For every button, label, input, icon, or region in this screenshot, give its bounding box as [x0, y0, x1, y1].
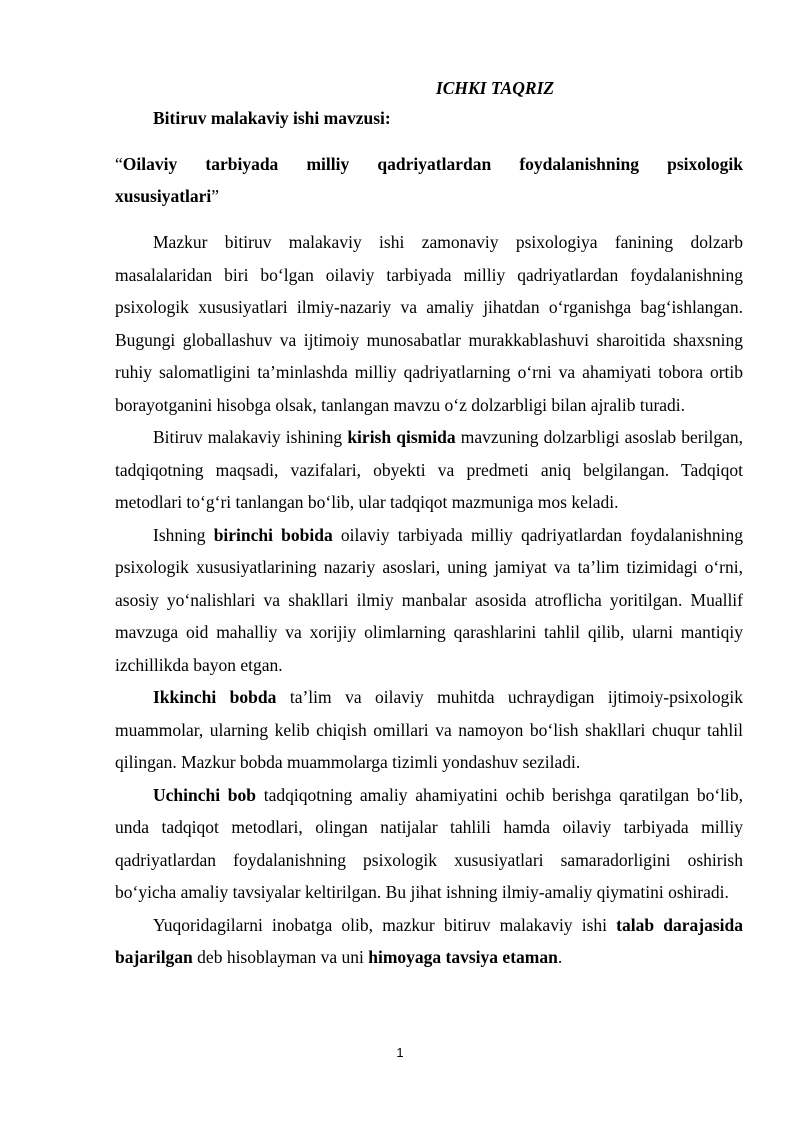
- paragraph-text: deb hisoblayman va uni: [192, 947, 369, 967]
- paragraph-text: tadqiqotning amaliy ahamiyatini ochib berishga qaratilgan bo‘lib, unda tadqiqot metodlari, olingan natijalar tahlili hamda oilaviy tarbiyada milliy qadriyatlardan foydalanishning psixologik xususiyatlari samaradorligini oshirish bo‘yicha amaliy tavsiyalar keltirilgan. Bu jihat ishning ilmiy-amaliy qiymatini oshiradi.: [115, 784, 743, 902]
- paragraph-text: Ishning: [153, 524, 214, 545]
- body-paragraph: [115, 519, 743, 682]
- close-quote: ”: [211, 186, 220, 206]
- document-page: [115, 74, 743, 974]
- thesis-topic-text-1: Oilaviy tarbiyada milliy qadriyatlardan foydalanishning psixologik: [122, 154, 743, 174]
- body-paragraph: [115, 909, 743, 974]
- document-title: ICHKI TAQRIZ: [435, 78, 555, 98]
- paragraph-text: mavzuning dolzarbligi asoslab berilgan, tadqiqotning maqsadi, vazifalari, obyekti va predmeti aniq belgilangan. Tadqiqot metodlari to‘g‘ri tanlangan bo‘lib, ular tadqiqot mazmuniga mos keladi.: [115, 427, 743, 512]
- paragraph-text: Mazkur bitiruv malakaviy ishi zamonaviy psixologiya fanining dolzarb masalalaridan biri bo‘lgan oilaviy tarbiyada milliy qadriyatlardan foydalanishning psixologik xususiyatlari ilmiy-nazariy va amaliy jihatdan o‘rganishga bag‘ishlangan. Bugungi globallashuv va ijtimoiy munosabatlar murakkablashuvi sharoitida shaxsning ruhiy salomatligini ta’minlashda milliy qadriyatlarning o‘rni va ahamiyati tobora ortib borayotganini hisobga olsak, tanlangan mavzu o‘z dolzarbligi bilan ajralib turadi.: [115, 232, 743, 415]
- paragraph-text: oilaviy tarbiyada milliy qadriyatlardan foydalanishning psixologik xususiyatlarining nazariy asoslari, uning jamiyat va ta’lim tizimidagi o‘rni, asosiy yo‘nalishlari va shakllari ilmiy manbalar asosida atroflicha yoritilgan. Muallif mavzuga oid mahalliy va xorijiy olimlarning qarashlarini tahlil qilib, ularni mantiqiy izchillikda bayon etgan.: [115, 524, 743, 675]
- body-paragraph: [115, 681, 743, 779]
- document-subtitle: Bitiruv malakaviy ishi mavzusi:: [153, 108, 391, 128]
- bold-phrase: talab darajasida bajarilgan: [115, 914, 743, 967]
- thesis-topic-text-2: xususiyatlari: [115, 186, 212, 206]
- body-text: [115, 226, 743, 974]
- body-paragraph: [115, 226, 743, 421]
- bold-phrase: Ikkinchi bobda: [153, 687, 277, 707]
- paragraph-text: Bitiruv malakaviy ishining: [153, 427, 348, 447]
- bold-phrase: kirish qismida: [347, 427, 456, 447]
- paragraph-text: Yuqoridagilarni inobatga olib, mazkur bitiruv malakaviy ishi: [153, 914, 617, 935]
- bold-phrase: birinchi bobida: [213, 524, 333, 545]
- page-number: 1: [396, 1045, 404, 1060]
- thesis-topic-line-2: [115, 186, 219, 206]
- open-quote: “: [115, 154, 123, 174]
- paragraph-text: .: [557, 947, 563, 967]
- thesis-topic: [115, 148, 743, 212]
- bold-phrase: Uchinchi bob: [153, 784, 257, 805]
- body-paragraph: [115, 779, 743, 909]
- thesis-topic-line-1: [115, 148, 743, 180]
- body-paragraph: [115, 421, 743, 519]
- paragraph-text: ta’lim va oilaviy muhitda uchraydigan ijtimoiy-psixologik muammolar, ularning kelib chiqish omillari va namoyon bo‘lish shakllari chuqur tahlil qilingan. Mazkur bobda muammolarga tizimli yondashuv seziladi.: [115, 687, 744, 772]
- bold-phrase: himoyaga tavsiya etaman: [368, 947, 558, 967]
